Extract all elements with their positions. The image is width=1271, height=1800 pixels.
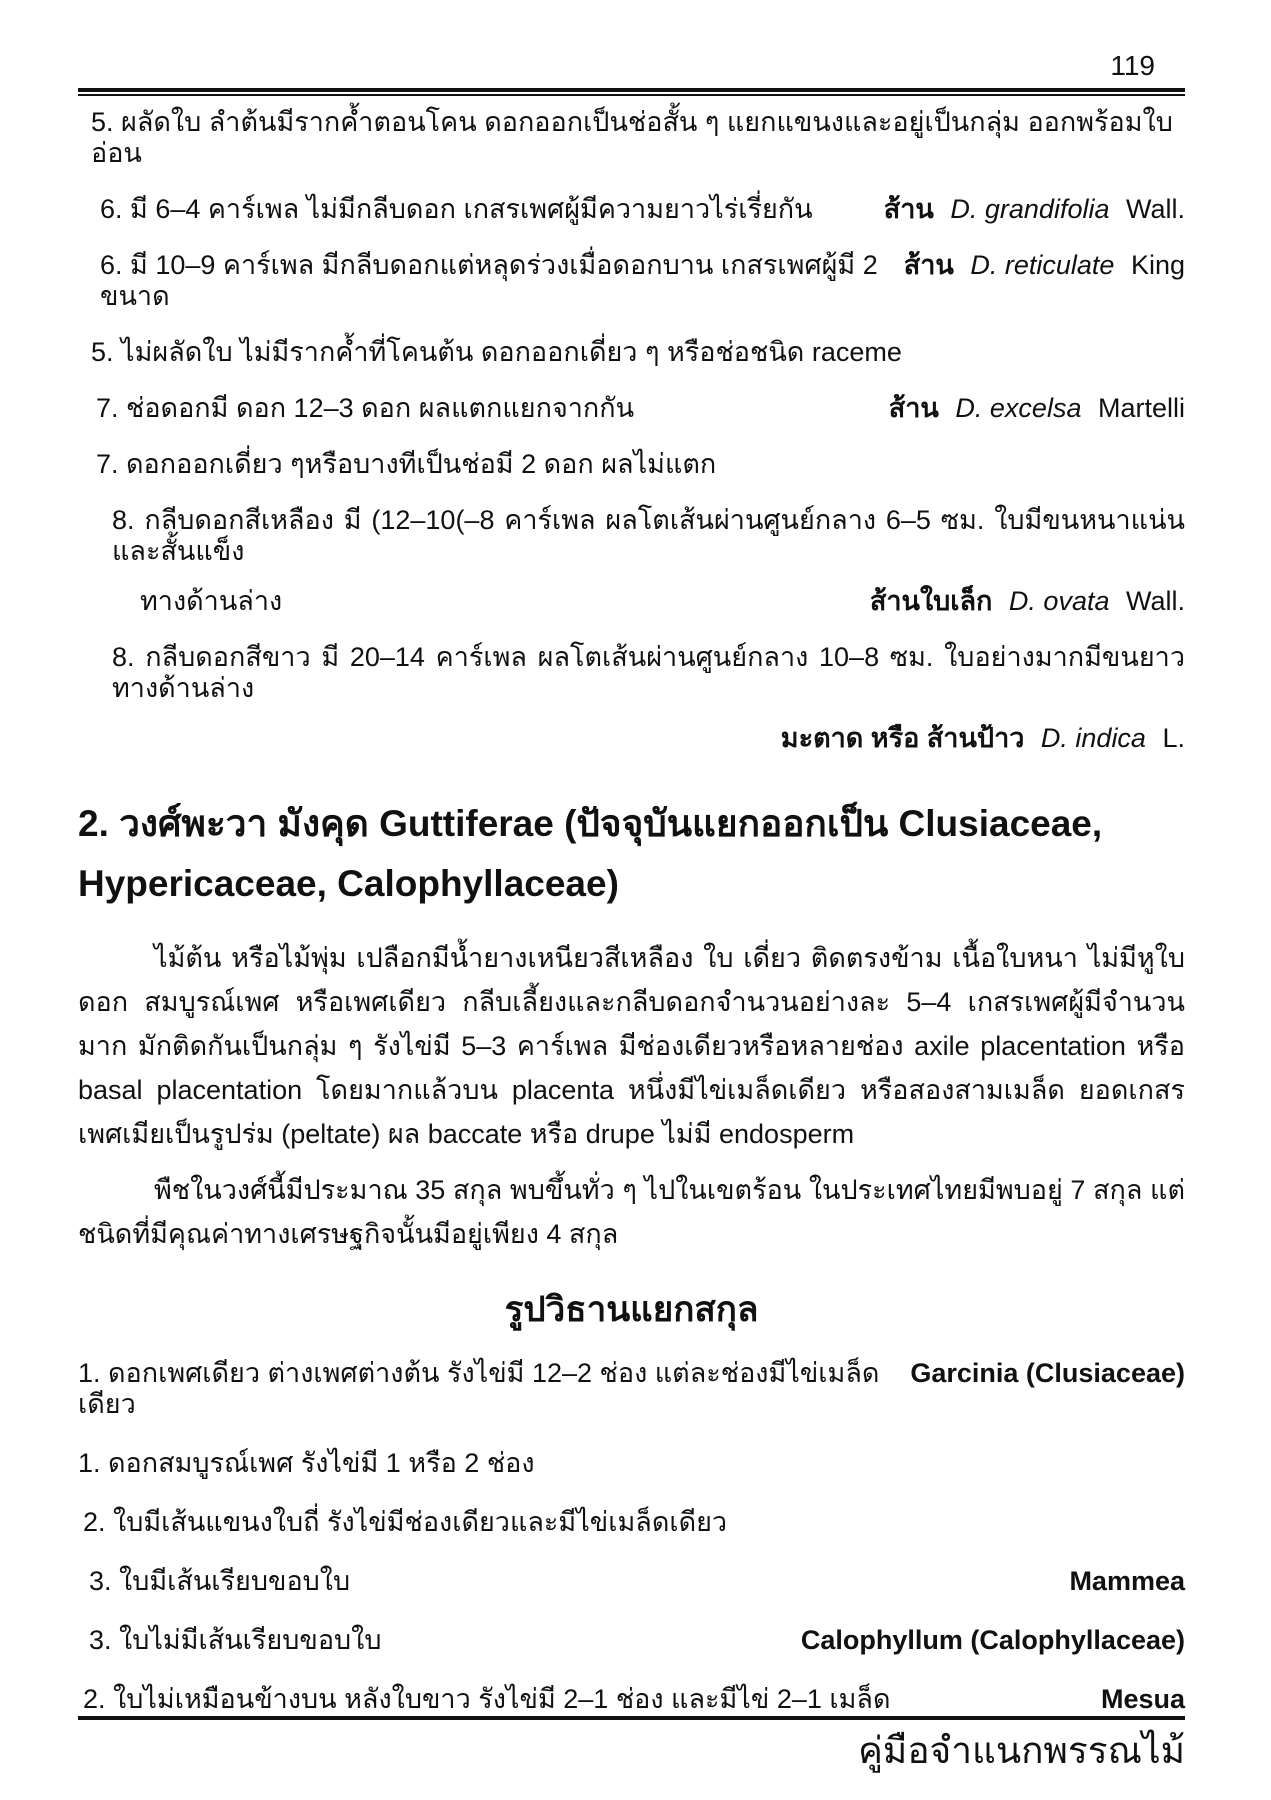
key-row-text: 8. กลีบดอกสีเหลือง มี (12–10(–8 คาร์เพล ผลโตเส้นผ่านศูนย์กลาง 6–5 ซม. ใบมีขนหนาแน่นและสั้นแข็ง <box>112 505 1185 566</box>
key-row <box>78 337 1185 368</box>
result-genus: Mesua <box>1100 1684 1185 1714</box>
key-row-text: 3. ใบไม่มีเส้นเรียบขอบใบ <box>89 1625 382 1655</box>
taxon-thai-name: ส้าน <box>883 194 934 224</box>
key-row-text: 5. ผลัดใบ ลำต้นมีรากค้ำตอนโคน ดอกออกเป็นช่อสั้น ๆ แยกแขนงและอยู่เป็นกลุ่ม ออกพร้อมใบอ่อน <box>91 107 1173 168</box>
key-row-text: 2. ใบมีเส้นแขนงใบถี่ รังไข่มีช่องเดียวและมีไข่เมล็ดเดียว <box>83 1507 728 1537</box>
key-row <box>78 194 1185 225</box>
species-key <box>78 107 1185 754</box>
taxon-label <box>870 586 1185 617</box>
section-heading-line1: 2. วงศ์พะวา มังคุด Guttiferae (ปัจจุบันแยกออกเป็น Clusiaceae, <box>78 803 1103 844</box>
key-row <box>78 1625 1185 1656</box>
key-row-text: 7. ช่อดอกมี ดอก 12–3 ดอก ผลแตกแยกจากกัน <box>96 393 635 423</box>
taxon-species-name: D. reticulate <box>970 250 1115 280</box>
taxon-thai-name: ส้าน <box>888 393 939 423</box>
header-rule <box>78 88 1185 96</box>
key-row-text: 1. ดอกเพศเดียว ต่างเพศต่างต้น รังไข่มี 12–2 ช่อง แต่ละช่องมีไข่เมล็ดเดียว <box>78 1358 880 1419</box>
key-row <box>78 1507 1185 1538</box>
key-row <box>78 1684 1185 1715</box>
key-row <box>78 250 1185 312</box>
taxon-species-name: D. grandifolia <box>950 194 1110 224</box>
taxon-author: Wall. <box>1126 586 1185 616</box>
taxon-thai-name: ส้านใบเล็ก <box>869 586 993 616</box>
section-heading-line2: Hypericaceae, Calophyllaceae) <box>78 863 619 904</box>
taxon-label <box>889 393 1185 424</box>
key-row <box>78 505 1185 617</box>
taxon-species-name: D. excelsa <box>955 393 1082 423</box>
key-row-text: 1. ดอกสมบูรณ์เพศ รังไข่มี 1 หรือ 2 ช่อง <box>78 1448 535 1478</box>
taxon-thai-name: มะตาด หรือ ส้านป้าว <box>780 723 1025 753</box>
footer-rule <box>78 1716 1185 1774</box>
taxon-label <box>781 723 1185 753</box>
key-row-text: 6. มี 6–4 คาร์เพล ไม่มีกลีบดอก เกสรเพศผู้มีความยาวไร่เรี่ยกัน <box>100 194 813 224</box>
result-genus: Calophyllum (Calophyllaceae) <box>800 1625 1185 1655</box>
footer-title: คู่มือจำแนกพรรณไม้ <box>858 1730 1185 1771</box>
key-row-text: 8. กลีบดอกสีขาว มี 20–14 คาร์เพล ผลโตเส้นผ่านศูนย์กลาง 10–8 ซม. ใบอย่างมากมีขนยาวทางด้านล่าง <box>112 642 1185 703</box>
key-row <box>78 449 1185 480</box>
key-row-text: 3. ใบมีเส้นเรียบขอบใบ <box>89 1566 351 1596</box>
distribution-paragraph: พืชในวงศ์นี้มีประมาณ 35 สกุล พบขึ้นทั่ว ๆ ไปในเขตร้อน ในประเทศไทยมีพบอยู่ 7 สกุล แต่ชนิดที่มีคุณค่าทางเศรษฐกิจนั้นมีอยู่เพียง 4 สกุล <box>78 1175 1185 1249</box>
key-row-text: 7. ดอกออกเดี่ยว ๆหรือบางทีเป็นช่อมี 2 ดอก ผลไม่แตก <box>96 449 717 479</box>
taxon-species-name: D. ovata <box>1008 586 1110 616</box>
key-row <box>78 393 1185 424</box>
description-paragraph: ไม้ต้น หรือไม้พุ่ม เปลือกมีน้ำยางเหนียวสีเหลือง ใบ เดี่ยว ติดตรงข้าม เนื้อใบหนา ไม่มีหูใบ ดอก สมบูรณ์เพศ หรือเพศเดียว กลีบเลี้ยงและกลีบดอกจำนวนอย่างละ 5–4 เกสรเพศผู้มีจำนวนมาก มักติดกันเป็นกลุ่ม ๆ รังไข่มี 5–3 คาร์เพล มีช่องเดียวหรือหลายช่อง axile placentation หรือ basal placentation โดยมากแล้วบน placenta หนึ่งมีไข่เมล็ดเดียว หรือสองสามเมล็ด ยอดเกสรเพศเมียเป็นรูปร่ม (peltate) ผล baccate หรือ drupe ไม่มี endosperm <box>78 943 1185 1149</box>
key-row-text: 6. มี 10–9 คาร์เพล มีกลีบดอกแต่หลุดร่วงเมื่อดอกบาน เกสรเพศผู้มี 2 ขนาด <box>100 250 878 311</box>
key-row <box>78 1448 1185 1479</box>
key-row <box>78 107 1185 169</box>
taxon-author: Wall. <box>1126 194 1185 224</box>
result-genus: Mammea <box>1069 1566 1185 1596</box>
taxon-author: Martelli <box>1097 393 1185 423</box>
key-row-text: 2. ใบไม่เหมือนข้างบน หลังใบขาว รังไข่มี 2–1 ช่อง และมีไข่ 2–1 เมล็ด <box>83 1684 891 1714</box>
genus-key <box>78 1358 1185 1715</box>
taxon-species-name: D. indica <box>1040 723 1146 753</box>
page-number: 119 <box>1110 50 1155 81</box>
taxon-label <box>904 250 1185 281</box>
taxon-label <box>884 194 1185 225</box>
key-row-text: 5. ไม่ผลัดใบ ไม่มีรากค้ำที่โคนต้น ดอกออกเดี่ยว ๆ หรือช่อชนิด raceme <box>91 337 902 367</box>
key-row <box>78 1566 1185 1597</box>
key-row <box>78 642 1185 754</box>
genus-key-heading: รูปวิธานแยกสกุล <box>504 1290 759 1329</box>
result-genus: Garcinia (Clusiaceae) <box>910 1358 1185 1388</box>
taxon-author: L. <box>1162 723 1185 753</box>
key-row <box>78 1358 1185 1420</box>
taxon-author: King <box>1130 250 1185 280</box>
key-row-continuation: ทางด้านล่าง <box>140 586 283 616</box>
section-heading <box>78 794 1185 914</box>
taxon-thai-name: ส้าน <box>903 250 954 280</box>
